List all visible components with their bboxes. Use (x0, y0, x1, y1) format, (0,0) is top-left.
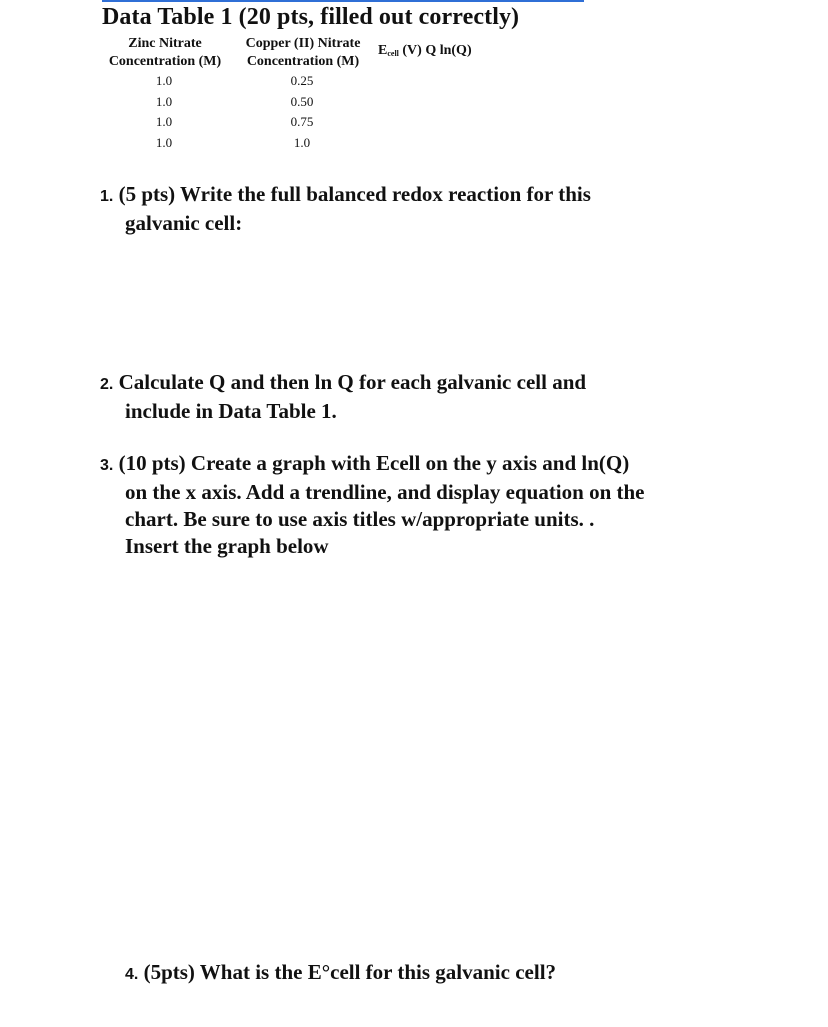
copper-header-line2: Concentration (M) (246, 54, 360, 69)
question-text-cont: chart. Be sure to use axis titles w/appropriate units. . (125, 507, 595, 531)
zinc-header-line1: Zinc Nitrate (128, 36, 202, 51)
copper-nitrate-header (238, 35, 368, 71)
question-text-cont: on the x axis. Add a trendline, and display equation on the (125, 480, 645, 504)
top-rule (102, 0, 584, 2)
question-3 (100, 450, 702, 560)
question-text-cont: galvanic cell: (125, 211, 243, 235)
ecell-subscript: cell (387, 49, 399, 58)
question-number: 3. (100, 457, 114, 474)
table-cell-zinc: 1.0 (155, 135, 173, 150)
question-text-cont: Insert the graph below (125, 534, 329, 558)
question-2 (100, 369, 702, 425)
ecell-symbol: E (378, 43, 388, 58)
zinc-nitrate-header (102, 35, 228, 71)
question-1 (100, 181, 702, 237)
question-text-cont: include in Data Table 1. (125, 399, 337, 423)
question-text: Calculate Q and then ln Q for each galvanic cell and (118, 370, 587, 394)
table-cell-zinc: 1.0 (155, 73, 173, 88)
table-cell-copper: 0.25 (290, 73, 314, 88)
zinc-header-line2: Concentration (M) (108, 54, 222, 69)
question-number: 4. (125, 966, 139, 983)
question-number: 2. (100, 376, 114, 393)
table-cell-zinc: 1.0 (155, 94, 173, 109)
question-number: 1. (100, 188, 114, 205)
table-cell-copper: 0.50 (290, 94, 314, 109)
table-cell-copper: 0.75 (290, 114, 314, 129)
page-title: Data Table 1 (20 pts, filled out correctly) (102, 4, 520, 30)
ecell-q-lnq-header (378, 42, 472, 63)
question-text: (5pts) What is the E°cell for this galvanic cell? (143, 960, 557, 984)
table-cell-zinc: 1.0 (155, 114, 173, 129)
table-cell-copper: 1.0 (293, 135, 311, 150)
ecell-header-rest: (V) Q ln(Q) (402, 43, 472, 58)
question-text: (10 pts) Create a graph with Ecell on the y axis and ln(Q) (118, 451, 630, 475)
question-4 (125, 959, 705, 988)
question-text: (5 pts) Write the full balanced redox reaction for this (118, 182, 591, 206)
copper-header-line1: Copper (II) Nitrate (245, 36, 361, 51)
